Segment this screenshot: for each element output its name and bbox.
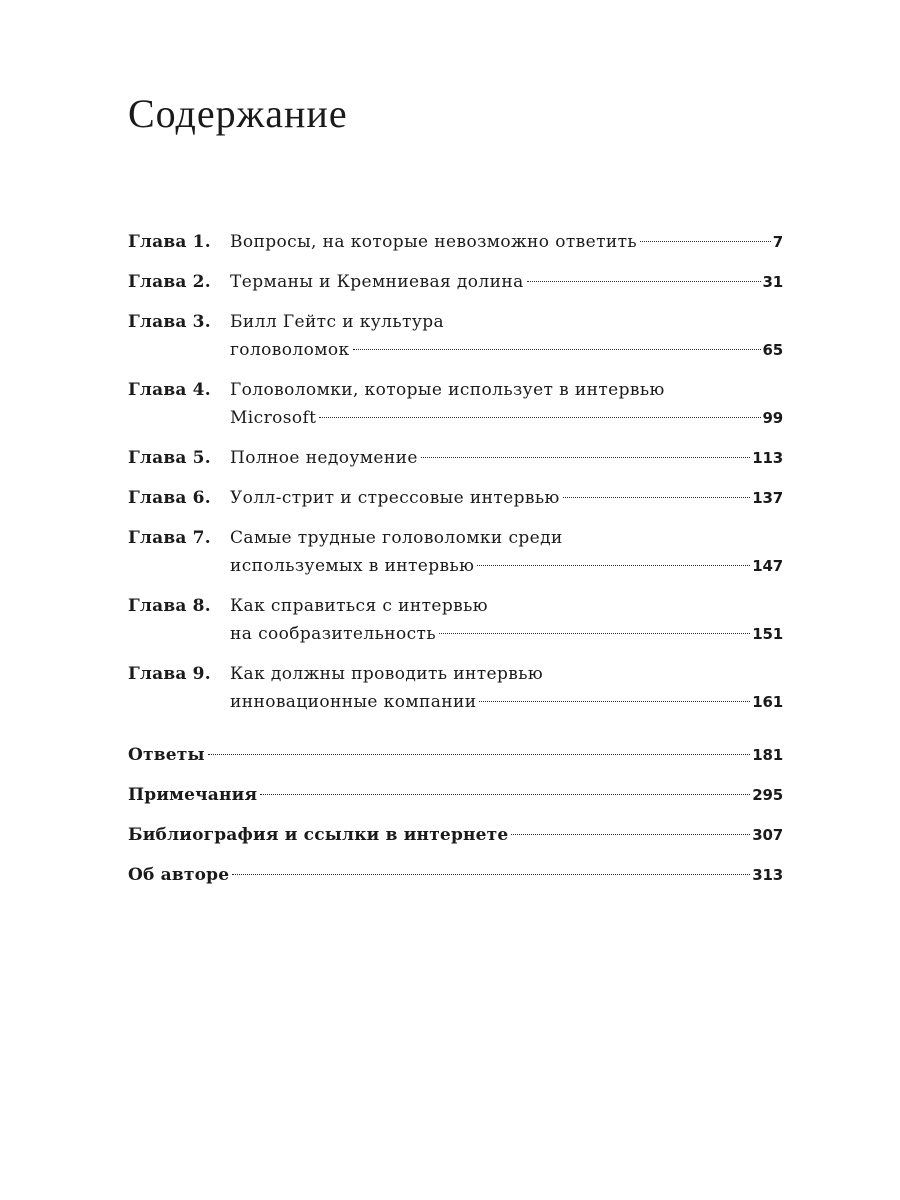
toc-entry-answers[interactable] [128,741,783,781]
chapter-label: Глава 1. [128,232,211,252]
chapter-label: Глава 3. [128,312,211,332]
chapter-title-line-1: Билл Гейтс и культура [230,312,445,332]
chapter-title-line-2: Microsoft [230,408,317,428]
page-number: 161 [752,693,783,711]
page-number: 307 [752,826,783,844]
toc-entry-chapter-2[interactable] [128,268,783,308]
chapter-label: Глава 9. [128,664,211,684]
dot-leader [421,456,750,458]
section-title: Примечания [128,785,258,805]
page-number: 99 [762,409,783,427]
toc-entry-chapter-3[interactable] [128,308,783,376]
chapter-title-line-2: головоломок [230,340,350,360]
dot-leader [208,753,751,755]
section-title: Библиография и ссылки в интернете [128,825,509,845]
page-number: 113 [752,449,783,467]
chapter-title: Уолл-стрит и стрессовые интервью [230,488,560,508]
chapter-title: Полное недоумение [230,448,418,468]
table-of-contents [128,228,783,728]
chapter-title-line-1: Как справиться с интервью [230,596,488,616]
dot-leader [353,348,761,350]
toc-entry-chapter-7[interactable] [128,524,783,592]
section-title: Ответы [128,745,205,765]
chapter-label: Глава 5. [128,448,211,468]
chapter-label: Глава 8. [128,596,211,616]
toc-entry-chapter-9[interactable] [128,660,783,728]
chapter-title-line-1: Самые трудные головоломки среди [230,528,563,548]
dot-leader [563,496,751,498]
chapter-title-line-1: Головоломки, которые использует в интервью [230,380,665,400]
dot-leader [477,564,750,566]
chapter-title-line-2: инновационные компании [230,692,477,712]
chapter-title: Терманы и Кремниевая долина [230,272,524,292]
back-matter-list [128,741,783,901]
dot-leader [527,280,761,282]
page-number: 65 [762,341,783,359]
page-number: 181 [752,746,783,764]
chapter-label: Глава 7. [128,528,211,548]
chapter-title-line-2: на сообразительность [230,624,436,644]
dot-leader [640,240,771,242]
page-title: Содержание [128,91,348,136]
section-title: Об авторе [128,865,230,885]
toc-entry-chapter-1[interactable] [128,228,783,268]
chapter-title: Вопросы, на которые невозможно ответить [230,232,638,252]
toc-entry-bibliography[interactable] [128,821,783,861]
page-number: 7 [772,233,783,251]
toc-entry-chapter-4[interactable] [128,376,783,444]
chapter-label: Глава 2. [128,272,211,292]
page-number: 147 [752,557,783,575]
dot-leader [439,632,750,634]
dot-leader [479,700,750,702]
dot-leader [511,833,750,835]
page-number: 151 [752,625,783,643]
chapter-title-line-2: используемых в интервью [230,556,475,576]
chapter-label: Глава 4. [128,380,211,400]
toc-entry-notes[interactable] [128,781,783,821]
chapter-title-line-1: Как должны проводить интервью [230,664,544,684]
chapter-label: Глава 6. [128,488,211,508]
toc-entry-chapter-8[interactable] [128,592,783,660]
page-number: 137 [752,489,783,507]
dot-leader [319,416,760,418]
toc-entry-chapter-6[interactable] [128,484,783,524]
dot-leader [232,873,750,875]
page-number: 31 [762,273,783,291]
toc-entry-chapter-5[interactable] [128,444,783,484]
dot-leader [260,793,750,795]
page-number: 313 [752,866,783,884]
page-number: 295 [752,786,783,804]
toc-entry-about-author[interactable] [128,861,783,901]
